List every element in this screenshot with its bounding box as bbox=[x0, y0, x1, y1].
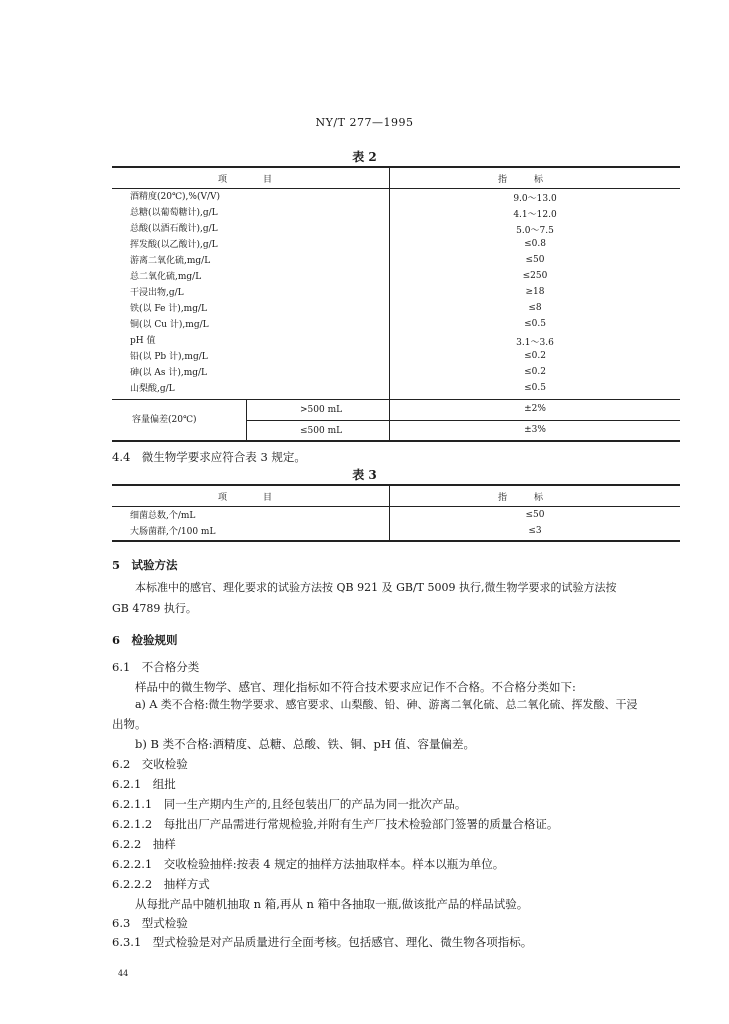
table-2-item: 总酸(以酒石酸计),g/L bbox=[130, 224, 218, 234]
table-2-item: 总糖(以葡萄糖计),g/L bbox=[130, 208, 218, 218]
clause-6-2-1-1: 6.2.1.1 同一生产期内生产的,且经包装出厂的产品为同一批次产品。 bbox=[112, 797, 467, 811]
clause-6-1: 6.1 不合格分类 bbox=[112, 660, 200, 674]
table-2-value: ≤50 bbox=[525, 255, 545, 265]
table-2-item: 酒精度(20℃),%(V/V) bbox=[130, 192, 221, 202]
table-2-value: ≤0.8 bbox=[524, 239, 546, 249]
table-2-value: 5.0～7.5 bbox=[516, 226, 554, 236]
volume-deviation-value: ±2% bbox=[524, 404, 546, 414]
table-2-item: 砷(以 As 计),mg/L bbox=[130, 368, 208, 378]
table-3-head-index: 指 标 bbox=[498, 493, 544, 503]
clause-6-2-2: 6.2.2 抽样 bbox=[112, 837, 176, 851]
clause-6-2-1: 6.2.1 组批 bbox=[112, 777, 176, 791]
table-2-value: 3.1～3.6 bbox=[516, 338, 554, 348]
section-5-heading: 5 试验方法 bbox=[112, 558, 178, 572]
clause-6-2-2-1: 6.2.2.1 交收检验抽样:按表 4 规定的抽样方法抽取样本。样本以瓶为单位。 bbox=[112, 857, 505, 871]
clause-6-3-1: 6.3.1 型式检验是对产品质量进行全面考核。包括感官、理化、微生物各项指标。 bbox=[112, 935, 533, 949]
section-6-heading: 6 检验规则 bbox=[112, 633, 178, 647]
table-2-value: ≤0.5 bbox=[524, 383, 546, 393]
clause-4-4: 4.4 微生物学要求应符合表 3 规定。 bbox=[112, 450, 306, 464]
volume-deviation-value: ±3% bbox=[524, 425, 546, 435]
table-2-value: 9.0～13.0 bbox=[513, 194, 557, 204]
table-2-value: 4.1～12.0 bbox=[513, 210, 557, 220]
table-3-item: 细菌总数,个/mL bbox=[130, 511, 196, 521]
clause-6-3: 6.3 型式检验 bbox=[112, 916, 188, 930]
table-2-value: ≤0.2 bbox=[524, 367, 546, 377]
table-2-item: 挥发酸(以乙酸计),g/L bbox=[130, 240, 218, 250]
table-2-head-item: 项 目 bbox=[218, 175, 273, 185]
table-2-value: ≤0.5 bbox=[524, 319, 546, 329]
table-2-item: 铁(以 Fe 计),mg/L bbox=[130, 304, 207, 314]
table-2-item: pH 值 bbox=[130, 336, 156, 346]
table-2-value: ≤8 bbox=[528, 303, 542, 313]
table-2-item: 总二氧化硫,mg/L bbox=[130, 272, 202, 282]
clause-6-2-2-2-text: 从每批产品中随机抽取 n 箱,再从 n 箱中各抽取一瓶,做该批产品的样品试验。 bbox=[135, 897, 529, 911]
table-2-value: ≤250 bbox=[522, 271, 548, 281]
clause-6-2-1-2: 6.2.1.2 每批出厂产品需进行常规检验,并附有生产厂技术检验部门签署的质量合格证。 bbox=[112, 817, 559, 831]
volume-deviation-label: 容量偏差(20℃) bbox=[132, 415, 197, 425]
table-2-item: 铜(以 Cu 计),mg/L bbox=[130, 320, 209, 330]
table-2-item: 干浸出物,g/L bbox=[130, 288, 184, 298]
table-3-head-item: 项 目 bbox=[218, 493, 273, 503]
clause-6-2: 6.2 交收检验 bbox=[112, 757, 188, 771]
table-2-item: 山梨酸,g/L bbox=[130, 384, 175, 394]
volume-condition: >500 mL bbox=[300, 405, 343, 415]
table-2-item: 游离二氧化硫,mg/L bbox=[130, 256, 211, 266]
section-5-text-line1: 本标准中的感官、理化要求的试验方法按 QB 921 及 GB/T 5009 执行,微生物学要求的试验方法按 bbox=[135, 581, 617, 594]
clause-6-1-text: 样品中的微生物学、感官、理化指标如不符合技术要求应记作不合格。不合格分类如下: bbox=[135, 680, 576, 694]
table-3-item: 大肠菌群,个/100 mL bbox=[130, 527, 216, 537]
volume-condition: ≤500 mL bbox=[300, 426, 343, 436]
table-3-value: ≤50 bbox=[525, 510, 545, 520]
clause-6-2-2-2: 6.2.2.2 抽样方式 bbox=[112, 877, 210, 891]
table-2-head-index: 指 标 bbox=[498, 175, 544, 185]
table-3-title: 表 3 bbox=[352, 468, 377, 482]
standard-code: NY/T 277—1995 bbox=[315, 116, 414, 129]
table-2-title: 表 2 bbox=[352, 150, 377, 164]
clause-6-1-b: b) B 类不合格:酒精度、总糖、总酸、铁、铜、pH 值、容量偏差。 bbox=[135, 737, 476, 751]
table-2-item: 铅(以 Pb 计),mg/L bbox=[130, 352, 208, 362]
section-5-text-line2: GB 4789 执行。 bbox=[112, 602, 197, 615]
page-number: 44 bbox=[118, 969, 129, 978]
table-2-value: ≥18 bbox=[525, 287, 545, 297]
clause-6-1-a-line2: 出物。 bbox=[112, 717, 147, 731]
table-3-value: ≤3 bbox=[528, 526, 542, 536]
clause-6-1-a-line1: a) A 类不合格:微生物学要求、感官要求、山梨酸、铅、砷、游离二氧化硫、总二氧化硫、挥发酸、干浸 bbox=[135, 698, 638, 711]
table-2-value: ≤0.2 bbox=[524, 351, 546, 361]
